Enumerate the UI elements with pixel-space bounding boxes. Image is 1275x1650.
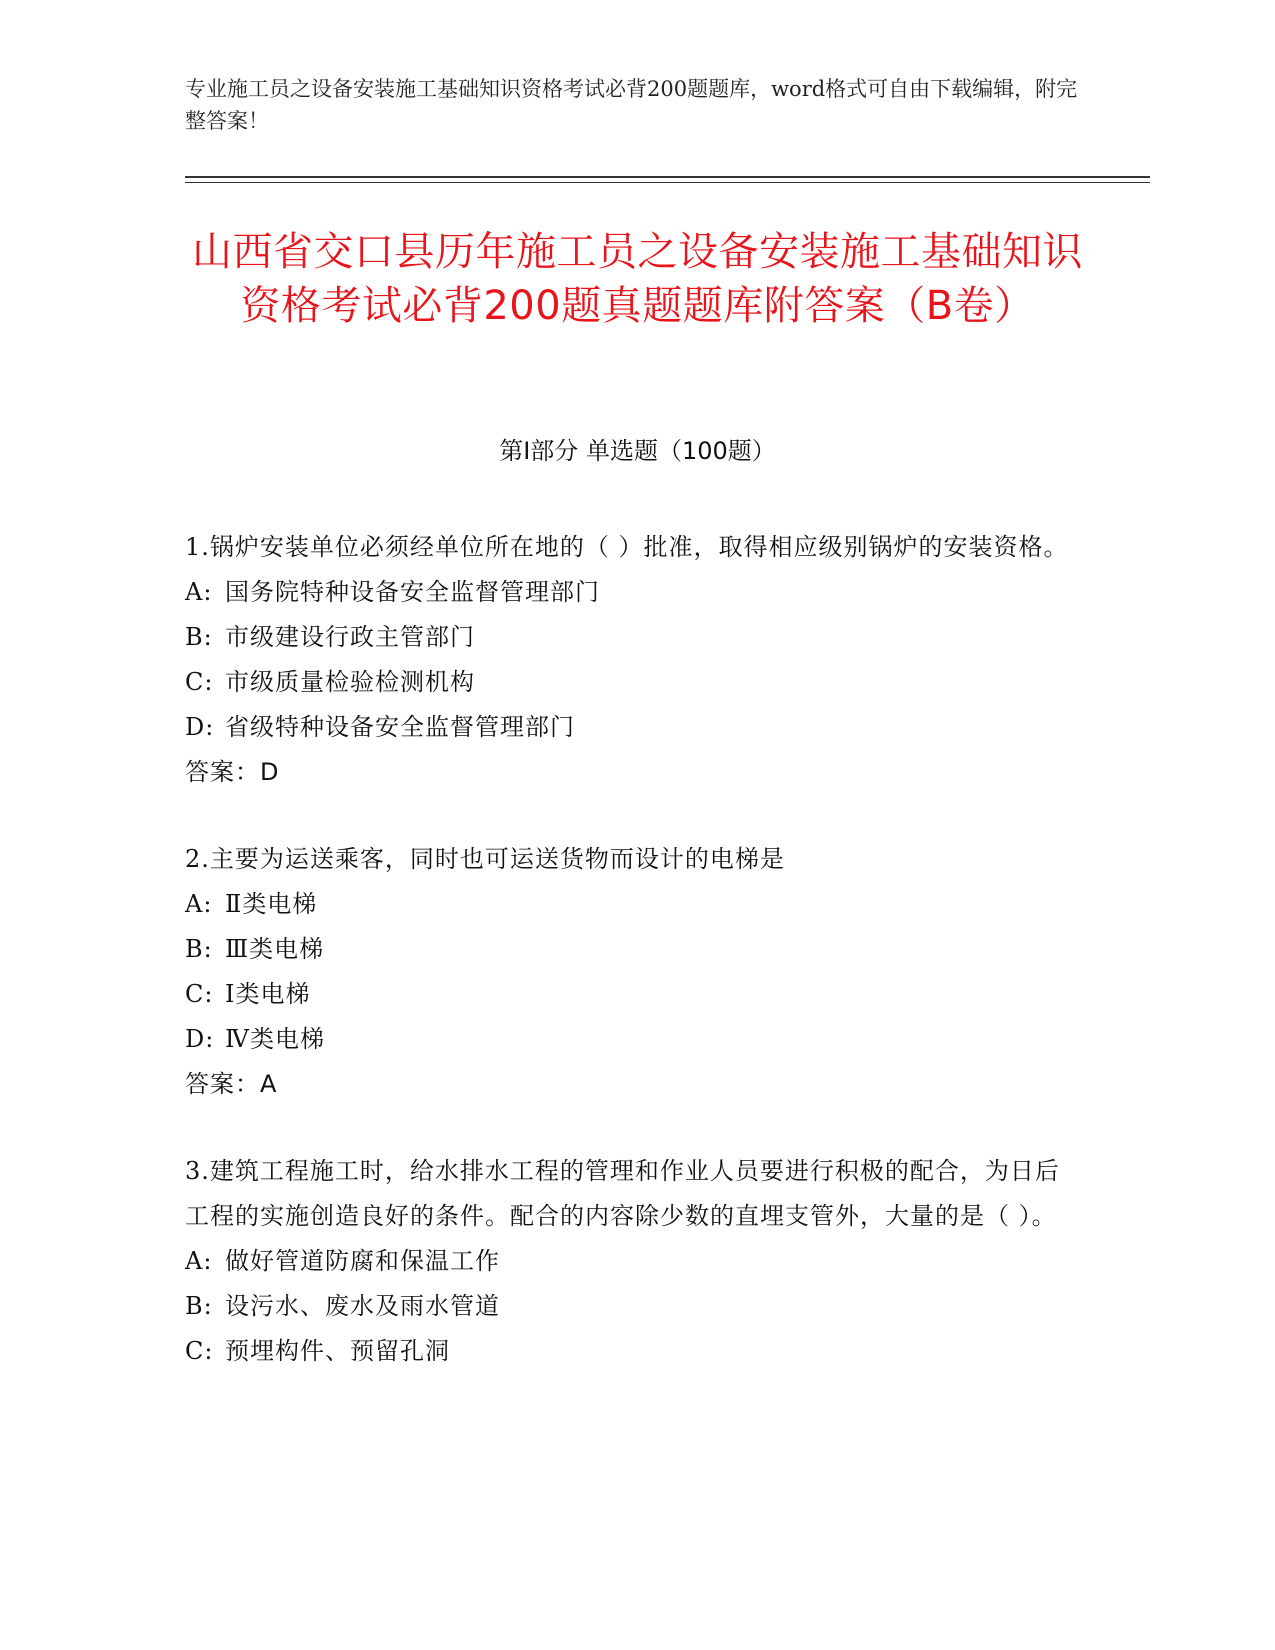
question-2 [185,837,1075,1107]
option-d [185,705,1075,750]
option-text: 国务院特种设备安全监督管理部门 [225,578,600,606]
option-a [185,570,1075,615]
option-letter: D: [185,1025,215,1053]
option-letter: C: [185,1337,214,1365]
option-c [185,1329,1075,1374]
header-rule-thick [185,176,1150,178]
option-letter: B: [185,935,213,963]
option-c [185,972,1075,1017]
question-stem: 3.建筑工程施工时，给水排水工程的管理和作业人员要进行积极的配合，为日后工程的实施创造良好的条件。配合的内容除少数的直埋支管外，大量的是（ ）。 [185,1157,1060,1230]
option-text: 省级特种设备安全监督管理部门 [225,713,575,741]
option-letter: C: [185,668,214,696]
option-letter: A: [185,890,213,918]
answer-line: 答案：A [185,1070,278,1098]
option-c [185,660,1075,705]
option-b [185,615,1075,660]
question-3 [185,1149,1075,1374]
section-title: 第I部分 单选题（100题） [499,437,776,465]
option-text: 做好管道防腐和保温工作 [225,1247,500,1275]
option-d [185,1017,1075,1062]
option-text: 市级建设行政主管部门 [225,623,475,651]
option-b [185,927,1075,972]
option-letter: C: [185,980,214,1008]
option-letter: A: [185,1247,213,1275]
option-letter: B: [185,1292,213,1320]
option-letter: D: [185,713,215,741]
option-letter: A: [185,578,213,606]
header-note: 专业施工员之设备安装施工基础知识资格考试必背200题题库，word格式可自由下载编辑，附完整答案！ [185,77,1078,133]
option-letter: B: [185,623,213,651]
option-text: Ⅲ类电梯 [225,935,325,963]
option-a [185,882,1075,927]
question-1 [185,525,1075,795]
header-rule-thin [185,182,1150,183]
question-stem: 1.锅炉安装单位必须经单位所在地的（ ）批准，取得相应级别锅炉的安装资格。 [185,533,1069,561]
option-b [185,1284,1075,1329]
option-text: 市级质量检验检测机构 [225,668,475,696]
option-text: Ⅳ类电梯 [225,1025,325,1053]
option-a [185,1239,1075,1284]
option-text: 预埋构件、预留孔洞 [225,1337,450,1365]
option-text: Ⅱ类电梯 [225,890,318,918]
document-title: 山西省交口县历年施工员之设备安装施工基础知识资格考试必背200题真题题库附答案（B卷） [192,229,1083,329]
option-text: Ⅰ类电梯 [225,980,311,1008]
option-text: 设污水、废水及雨水管道 [225,1292,500,1320]
question-list [185,525,1075,1416]
answer-line: 答案：D [185,758,280,786]
question-stem: 2.主要为运送乘客，同时也可运送货物而设计的电梯是 [185,845,785,873]
